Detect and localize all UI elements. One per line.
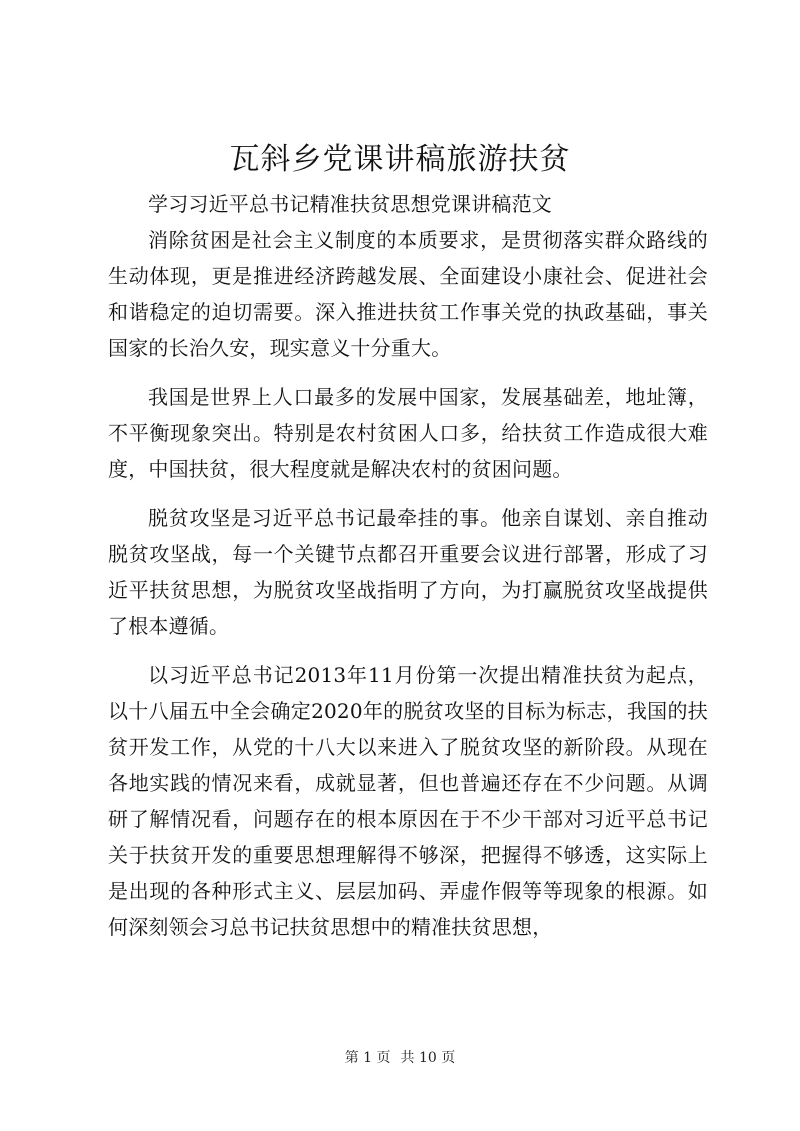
body-paragraph: 以习近平总书记2013年11月份第一次提出精准扶贫为起点，以十八届五中全会确定2020年的脱贫攻坚的目标为标志，我国的扶贫开发工作，从党的十八大以来进入了脱贫攻坚的新阶段。从现在各地实践的情况来看，成就显著，但也普遍还存在不少问题。从调研了解情况看，问题存在的根本原因在于不少干部对习近平总书记关于扶贫开发的重要思想理解得不够深，把握得不够透，这实际上是出现的各种形式主义、层层加码、弄虚作假等等现象的根源。如何深刻领会习总书记扶贫思想中的精准扶贫思想，	[108, 663, 708, 939]
document-title: 瓦斜乡党课讲稿旅游扶贫	[229, 142, 571, 177]
body-paragraph: 消除贫困是社会主义制度的本质要求，是贯彻落实群众路线的生动体现，更是推进经济跨越发展、全面建设小康社会、促进社会和谐稳定的迫切需要。深入推进扶贫工作事关党的执政基础，事关国家的长治久安，现实意义十分重大。	[108, 228, 708, 360]
document-body	[108, 186, 708, 945]
page-number: 第 1 页	[344, 1050, 391, 1066]
document-subtitle: 学习习近平总书记精准扶贫思想党课讲稿范文	[148, 192, 552, 216]
total-pages: 共 10 页	[400, 1050, 456, 1066]
body-paragraph: 脱贫攻坚是习近平总书记最牵挂的事。他亲自谋划、亲自推动脱贫攻坚战，每一个关键节点都召开重要会议进行部署，形成了习近平扶贫思想，为脱贫攻坚战指明了方向，为打赢脱贫攻坚战提供了根本遵循。	[108, 506, 708, 638]
page-footer	[0, 1048, 800, 1068]
body-paragraph: 我国是世界上人口最多的发展中国家，发展基础差，地址簿，不平衡现象突出。特别是农村贫困人口多，给扶贫工作造成很大难度，中国扶贫，很大程度就是解决农村的贫困问题。	[108, 385, 708, 481]
